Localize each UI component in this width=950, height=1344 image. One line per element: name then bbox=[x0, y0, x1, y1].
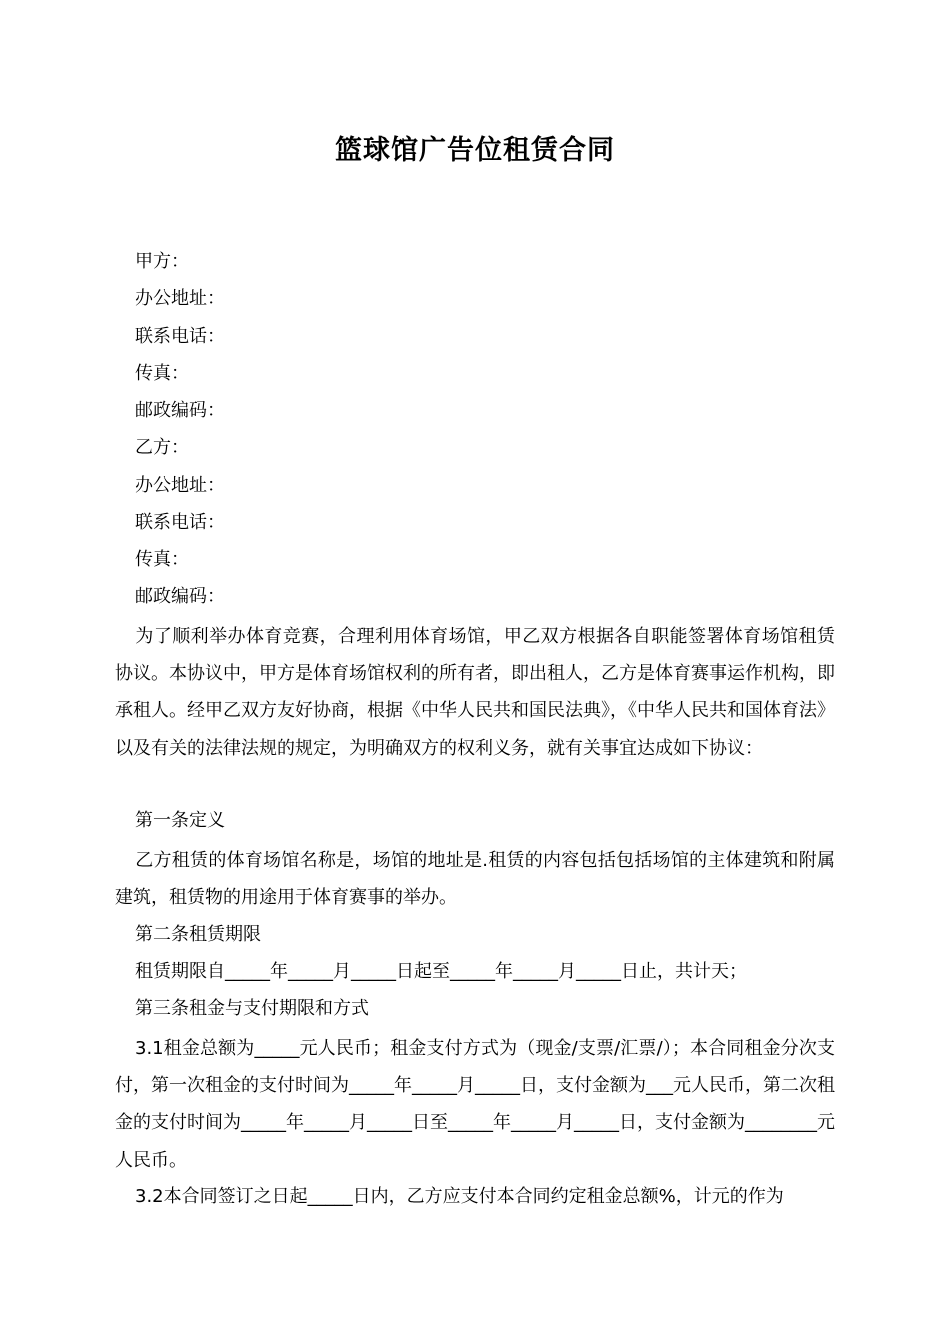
party-b-label: 乙方： bbox=[135, 437, 189, 458]
preamble-text: 为了顺利举办体育竞赛，合理利用体育场馆，甲乙双方根据各自职能签署体育场馆租赁协议。本协议中，甲方是体育场馆权利的所有者，即出租人，乙方是体育赛事运作机构，即承租人。经甲乙双方友好协商，根据《中华人民共和国民法典》，《中华人民共和国体育法》以及有关的法律法规的规定，为明确双方的权利义务，就有关事宜达成如下协议： bbox=[115, 626, 835, 759]
party-b-address: 办公地址： bbox=[135, 475, 225, 496]
party-a-label: 甲方： bbox=[135, 251, 189, 272]
article-3-clause-1: 3.1租金总额为_____元人民币；租金支付方式为（现金/支票/汇票/）；本合同租金分次支付，第一次租金的支付时间为_____年_____月_____日，支付金额为___元人民币，第二次租金的支付时间为_____年_____月_____日至_____年_____月_____日，支付金额为________元人民币。 bbox=[115, 1038, 835, 1171]
party-b-fax: 传真： bbox=[135, 549, 189, 570]
article-1-paragraph bbox=[115, 842, 835, 916]
article-3-clause-1-paragraph bbox=[115, 1030, 835, 1179]
party-b-phone: 联系电话： bbox=[135, 512, 225, 533]
article-3-heading: 第三条租金与支付期限和方式 bbox=[135, 998, 369, 1019]
party-b-postcode: 邮政编码： bbox=[135, 586, 225, 607]
party-a-postcode: 邮政编码： bbox=[135, 400, 225, 421]
article-2-body: 租赁期限自_____年_____月_____日起至_____年_____月_____日止，共计天； bbox=[135, 961, 747, 982]
article-3-clause-2-paragraph bbox=[115, 1184, 835, 1210]
article-1-heading: 第一条定义 bbox=[135, 810, 225, 831]
party-a-phone: 联系电话： bbox=[135, 326, 225, 347]
document-title: 篮球馆广告位租赁合同 bbox=[335, 135, 615, 166]
party-a-address: 办公地址： bbox=[135, 288, 225, 309]
article-2-heading: 第二条租赁期限 bbox=[135, 924, 261, 945]
preamble-paragraph bbox=[115, 618, 835, 767]
article-1-body: 乙方租赁的体育场馆名称是，场馆的地址是.租赁的内容包括包括场馆的主体建筑和附属建筑，租赁物的用途用于体育赛事的举办。 bbox=[115, 850, 835, 909]
party-a-fax: 传真： bbox=[135, 363, 189, 384]
article-3-clause-2: 3.2本合同签订之日起_____日内，乙方应支付本合同约定租金总额%，计元的作为 bbox=[135, 1186, 784, 1207]
